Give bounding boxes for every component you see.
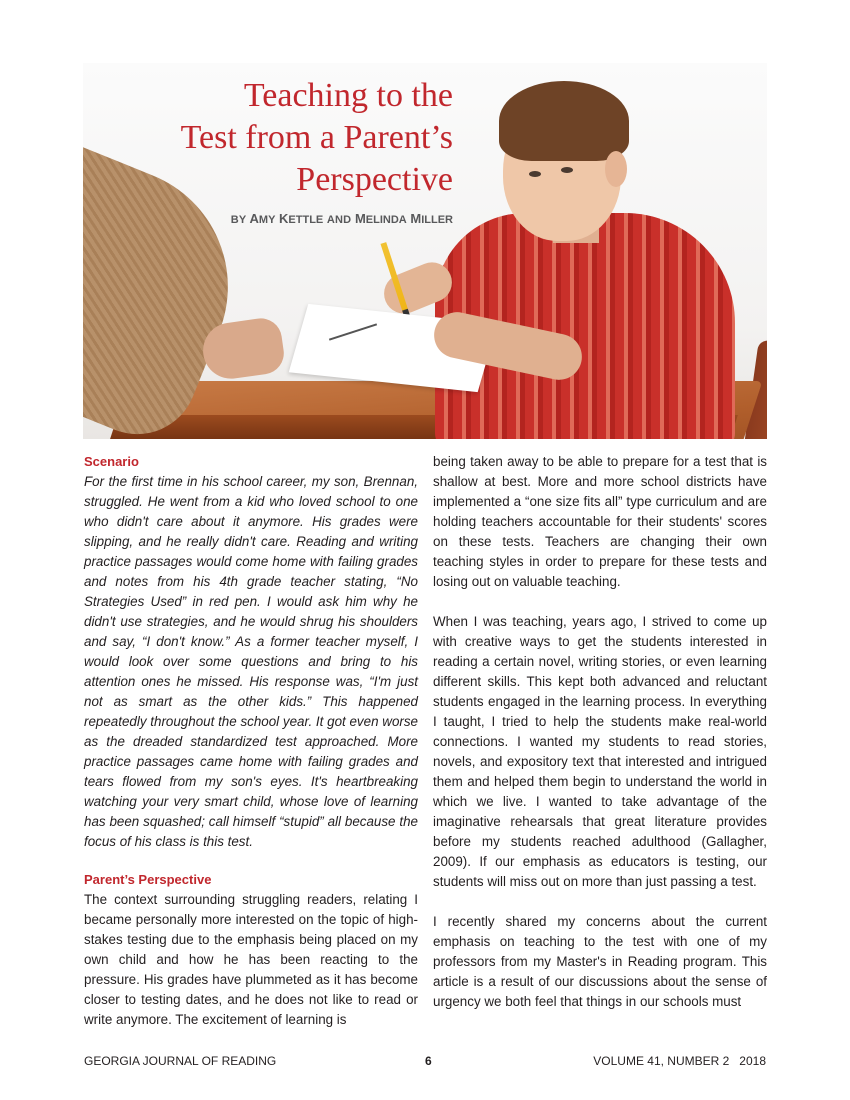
byline-and: AND (326, 214, 352, 226)
perspective-paragraph-1: The context surrounding struggling readers, relating I became personally more interested on the topic of high-stakes testing due to the emphasis being placed on my own child and how he has been reacting to the pressure. His grades have plummeted as it has become closer to testing dates, and he does not like to read or write anymore. The excitement of learning is (84, 892, 418, 1027)
byline-by: BY (230, 214, 247, 226)
scenario-paragraph: For the first time in his school career, my son, Brennan, struggled. He went from a kid who loved school to one who didn't care about it anymore. His grades were slipping, and he really didn't care. Reading and writing practice passages would come home with failing grades and notes from his 4th grade teacher stating, “No Strategies Used” in red pen. I would ask him why he didn't use strategies, and he would shrug his shoulders and say, “I don't know.” As a former teacher myself, I would look over some questions and bring to his attention ones he missed. His response was, “I'm just not as smart as the other kids.” This happened repeatedly throughout the school year. It got even worse as the dreaded standardized test approached. More practice passages came home with failing grades and tears flowed from my son's eyes. It's heartbreaking watching your very smart child, whose love of learning has been squashed; call himself “stupid” all because the focus of his class is this test. (84, 474, 418, 849)
boy-eye-right (561, 167, 573, 173)
column-left (84, 452, 418, 1030)
footer-journal-name: GEORGIA JOURNAL OF READING (84, 1054, 277, 1068)
section-heading-scenario: Scenario (84, 454, 139, 469)
perspective-paragraph-1-continued: being taken away to be able to prepare for a test that is shallow at best. More and more school districts have implemented a “one size fits all” type curriculum and are holding teachers accountable for their students' scores on these tests. Teachers are changing their own teaching styles in order to prepare for these tests and losing out on valuable teaching. (433, 454, 767, 589)
byline-author-1: AMY KETTLE (249, 211, 324, 226)
footer-volume: VOLUME 41, NUMBER 2 2018 (593, 1054, 766, 1068)
boy-hair (499, 81, 629, 161)
title-line-1: Teaching to the (243, 77, 453, 114)
column-right (433, 452, 767, 1012)
perspective-paragraph-3: I recently shared my concerns about the current emphasis on teaching to the test with one of my professors from my Master's in Reading program. This article is a result of our discussions about the sense of urgency we both feel that things in our schools must (433, 914, 767, 1009)
section-heading-parents-perspective: Parent’s Perspective (84, 872, 212, 887)
boy-eye-left (529, 171, 541, 177)
byline (231, 211, 453, 226)
footer-page-number: 6 (425, 1054, 432, 1068)
boy-ear (605, 151, 627, 187)
perspective-paragraph-2: When I was teaching, years ago, I strived to come up with creative ways to get the students interested in reading a certain novel, writing stories, or even learning different skills. This kept both advanced and reluctant students engaged in the learning process. In everything I taught, I tried to help the students make real-world connections. I wanted my students to read stories, novels, and expository text that interested and intrigued them and helped them begin to understand the world in which we live. I wanted to take advantage of the imaginative rehearsals that great literature provides before my students reached adulthood (Gallagher, 2009). If our emphasis as educators is testing, our students will miss out on more than just passing a test. (433, 614, 767, 889)
title-line-3: Perspective (296, 161, 453, 198)
title-line-2: Test from a Parent’s (180, 119, 453, 156)
byline-author-2: MELINDA MILLER (354, 211, 453, 226)
article-title (181, 75, 453, 201)
